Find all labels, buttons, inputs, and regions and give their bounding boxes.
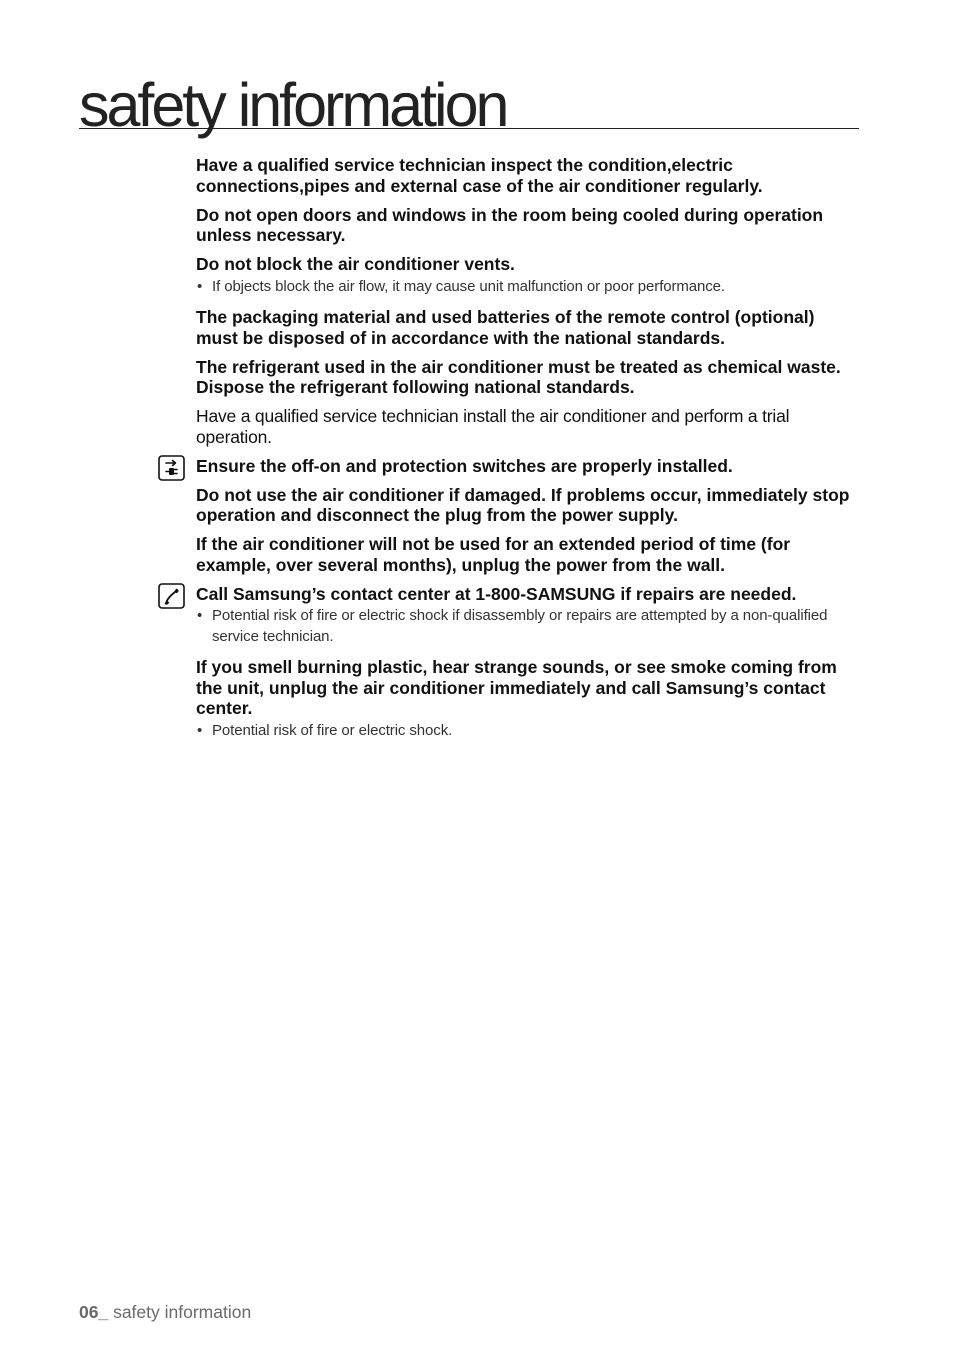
safety-item: [196, 406, 860, 447]
safety-item: [196, 584, 860, 648]
bullet-text: If objects block the air flow, it may cause unit malfunction or poor performance.: [212, 277, 725, 295]
safety-item: [196, 254, 860, 297]
safety-item-text: Call Samsung’s contact center at 1-800-SAMSUNG if repairs are needed.: [196, 583, 797, 604]
safety-item-text: Do not open doors and windows in the room being cooled during operation unless necessary.: [196, 204, 824, 245]
safety-item-text: The packaging material and used batteries of the remote control (optional) must be disposed of in accordance with the national standards.: [196, 307, 815, 348]
bullet-list: [196, 606, 860, 647]
safety-item: [196, 485, 860, 526]
bullet-item: [196, 606, 860, 647]
page-title: safety information: [79, 71, 507, 139]
safety-item-text: Have a qualified service technician install the air conditioner and perform a trial operation.: [196, 406, 790, 447]
page-footer: [79, 1302, 251, 1323]
page-number: 06: [79, 1302, 99, 1322]
bullet-text: Potential risk of fire or electric shock.: [212, 721, 453, 739]
bullet-list: [196, 721, 860, 742]
safety-item-text: Have a qualified service technician inspect the condition,electric connections,pipes and external case of the air conditioner regularly.: [196, 155, 763, 196]
bullet-text: Potential risk of fire or electric shock if disassembly or repairs are attempted by a non-qualified service technician.: [212, 607, 828, 645]
footer-section-title: safety information: [113, 1302, 252, 1322]
safety-item: [196, 357, 860, 398]
bullet-item: [196, 721, 860, 742]
safety-item-text: The refrigerant used in the air conditioner must be treated as chemical waste. Dispose the refrigerant following national standards.: [196, 356, 841, 397]
safety-item: [196, 534, 860, 575]
safety-item: [196, 657, 860, 741]
safety-item-text: Do not block the air conditioner vents.: [196, 254, 515, 274]
safety-item-text: Ensure the off-on and protection switches are properly installed.: [196, 455, 733, 476]
safety-item: [196, 456, 860, 477]
title-divider: [79, 128, 859, 129]
safety-item: [196, 205, 860, 246]
unplug-icon: [158, 455, 185, 481]
safety-item: [196, 307, 860, 348]
safety-item-text: If you smell burning plastic, hear strange sounds, or see smoke coming from the unit, unplug the air conditioner immediately and call Samsung’s contact center.: [196, 657, 837, 718]
footer-separator: _: [98, 1302, 114, 1322]
bullet-dot: •: [197, 277, 203, 295]
safety-item: [196, 155, 860, 196]
bullet-list: [196, 277, 860, 298]
bullet-dot: •: [197, 721, 203, 739]
bullet-dot: •: [197, 607, 203, 624]
phone-icon: [158, 583, 185, 609]
safety-item-text: Do not use the air conditioner if damaged. If problems occur, immediately stop operation and disconnect the plug from the power supply.: [196, 484, 850, 525]
safety-content: [196, 155, 860, 741]
bullet-item: [196, 277, 860, 298]
safety-item-text: If the air conditioner will not be used for an extended period of time (for example, over several months), unplug the power from the wall.: [196, 534, 791, 575]
